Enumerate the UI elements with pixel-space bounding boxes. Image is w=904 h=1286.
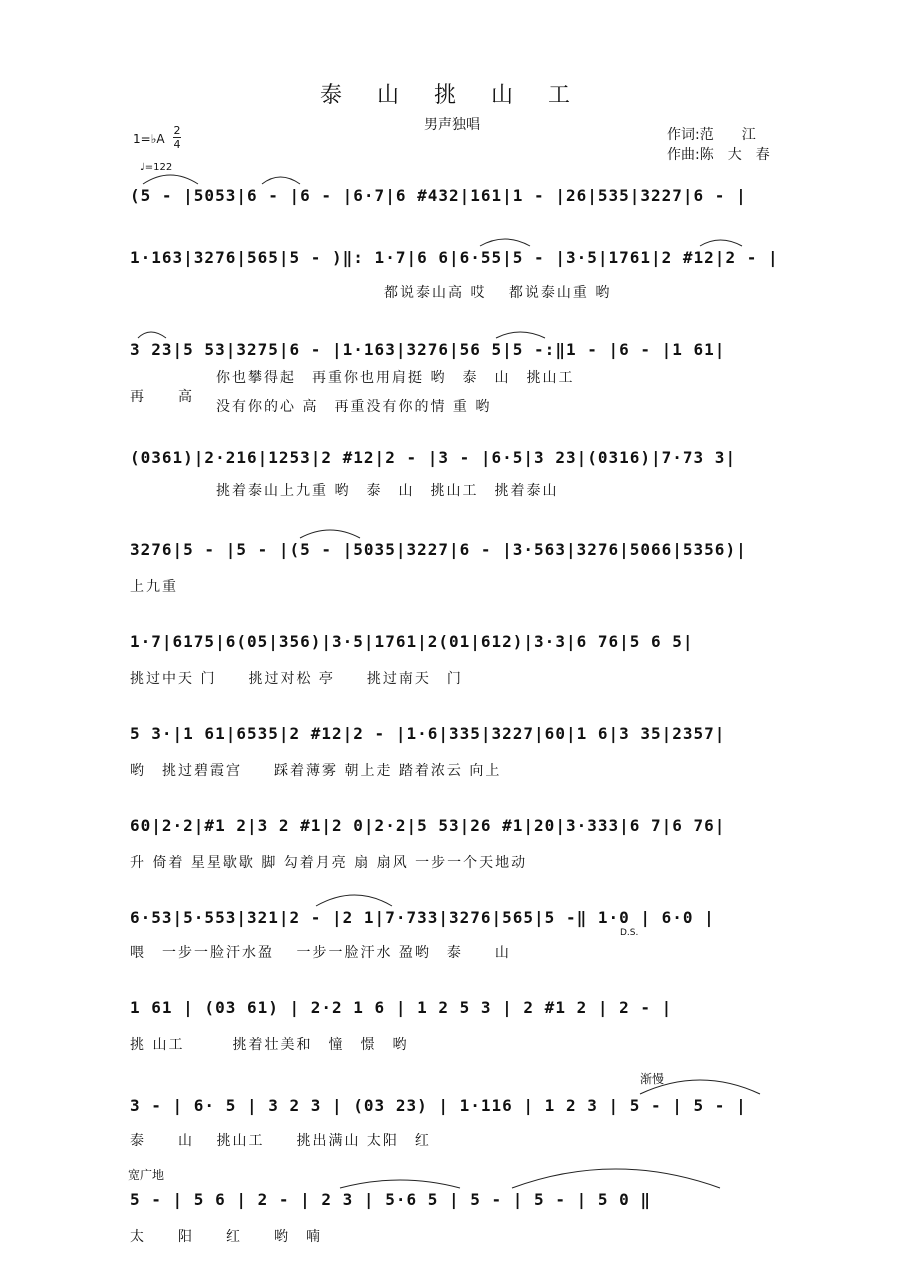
notation-line-6: 1·7|6175|6(05|356)|3·5|1761|2(01|612)|3·3|6 76|5 6 5| <box>130 632 694 651</box>
broad-mark: 宽广地 <box>128 1168 165 1182</box>
time-bottom: 4 <box>173 138 181 151</box>
ds-mark: D.S. <box>620 928 639 938</box>
notation-line-5: 3276|5 - |5 - |(5 - |5035|3227|6 - |3·563|3276|5066|5356)| <box>130 540 747 559</box>
lyric-line-3-3: 没有你的心 高 再重没有你的情 重 哟 <box>216 399 492 415</box>
notation-line-12: 5 - | 5 6 | 2 - | 2 3 | 5·6 5 | 5 - | 5 - | 5 0 ‖ <box>130 1190 652 1209</box>
lyric-line-2-1: 都说泰山高 哎 都说泰山重 哟 <box>384 285 612 301</box>
slur <box>138 332 166 338</box>
ritardando-mark: 渐慢 <box>640 1072 665 1086</box>
notation-line-7: 5 3·|1 61|6535|2 #12|2 - |1·6|335|3227|60|1 6|3 35|2357| <box>130 724 726 743</box>
lyric-line-10-1: 挑 山工 挑着壮美和 憧 憬 哟 <box>130 1037 409 1053</box>
slur <box>480 239 530 246</box>
slur <box>300 530 360 538</box>
notation-line-10: 1 61 | (03 61) | 2·2 1 6 | 1 2 5 3 | 2 #1 2 | 2 - | <box>130 998 673 1017</box>
slur <box>496 332 545 338</box>
lyric-line-11-1: 泰 山 挑山工 挑出满山 太阳 红 <box>130 1133 431 1149</box>
lyric-line-12-1: 太 阳 红 哟 喃 <box>130 1229 322 1245</box>
time-top: 2 <box>173 124 181 137</box>
slur <box>316 895 392 906</box>
page-title: 泰 山 挑 山 工 <box>320 83 584 108</box>
lyric-line-5-1: 上九重 <box>130 579 178 595</box>
composer: 作曲:陈 大 春 <box>667 147 770 163</box>
notation-line-11: 3 - | 6· 5 | 3 2 3 | (03 23) | 1·116 | 1 2 3 | 5 - | 5 - | <box>130 1096 747 1115</box>
slur <box>700 240 742 246</box>
lyric-line-3-1: 你也攀得起 再重你也用肩挺 哟 泰 山 挑山工 <box>216 370 575 386</box>
time-signature <box>173 124 181 151</box>
lyric-line-3-2: 再 高 <box>130 389 194 405</box>
slur <box>340 1180 460 1188</box>
slur <box>262 177 300 184</box>
notation-line-4: (0361)|2·216|1253|2 #12|2 - |3 - |6·5|3 23|(0316)|7·73 3| <box>130 448 737 467</box>
slur <box>512 1169 720 1188</box>
key-signature: 1=♭A <box>133 132 165 146</box>
lyric-line-4-1: 挑着泰山上九重 哟 泰 山 挑山工 挑着泰山 <box>216 483 559 499</box>
slur <box>143 175 198 184</box>
lyricist: 作词:范 江 <box>667 127 756 143</box>
notation-line-1: (5 - |5053|6 - |6 - |6·7|6 #432|161|1 - |26|535|3227|6 - | <box>130 186 747 205</box>
lyric-line-7-1: 哟 挑过碧霞宫 踩着薄雾 朝上走 踏着浓云 向上 <box>130 763 502 779</box>
notation-line-2: 1·163|3276|565|5 - )‖: 1·7|6 6|6·55|5 - |3·5|1761|2 #12|2 - | <box>130 248 779 267</box>
lyric-line-9-1: 喂 一步一脸汗水盈 一步一脸汗水 盈哟 泰 山 <box>130 945 511 961</box>
notation-line-8: 60|2·2|#1 2|3 2 #1|2 0|2·2|5 53|26 #1|20|3·333|6 7|6 76| <box>130 816 726 835</box>
tempo-mark: ♩=122 <box>140 162 173 173</box>
lyric-line-6-1: 挑过中天 门 挑过对松 亭 挑过南天 门 <box>130 671 463 687</box>
subtitle: 男声独唱 <box>424 117 480 133</box>
lyric-line-8-1: 升 倚着 星星歇歇 脚 勾着月亮 扇 扇风 一步一个天地动 <box>130 855 528 871</box>
notation-line-3: 3 23|5 53|3275|6 - |1·163|3276|56 5|5 -:‖1 - |6 - |1 61| <box>130 340 726 359</box>
notation-line-9: 6·53|5·553|321|2 - |2 1|7·733|3276|565|5 -‖ 1·0 | 6·0 | <box>130 908 715 927</box>
